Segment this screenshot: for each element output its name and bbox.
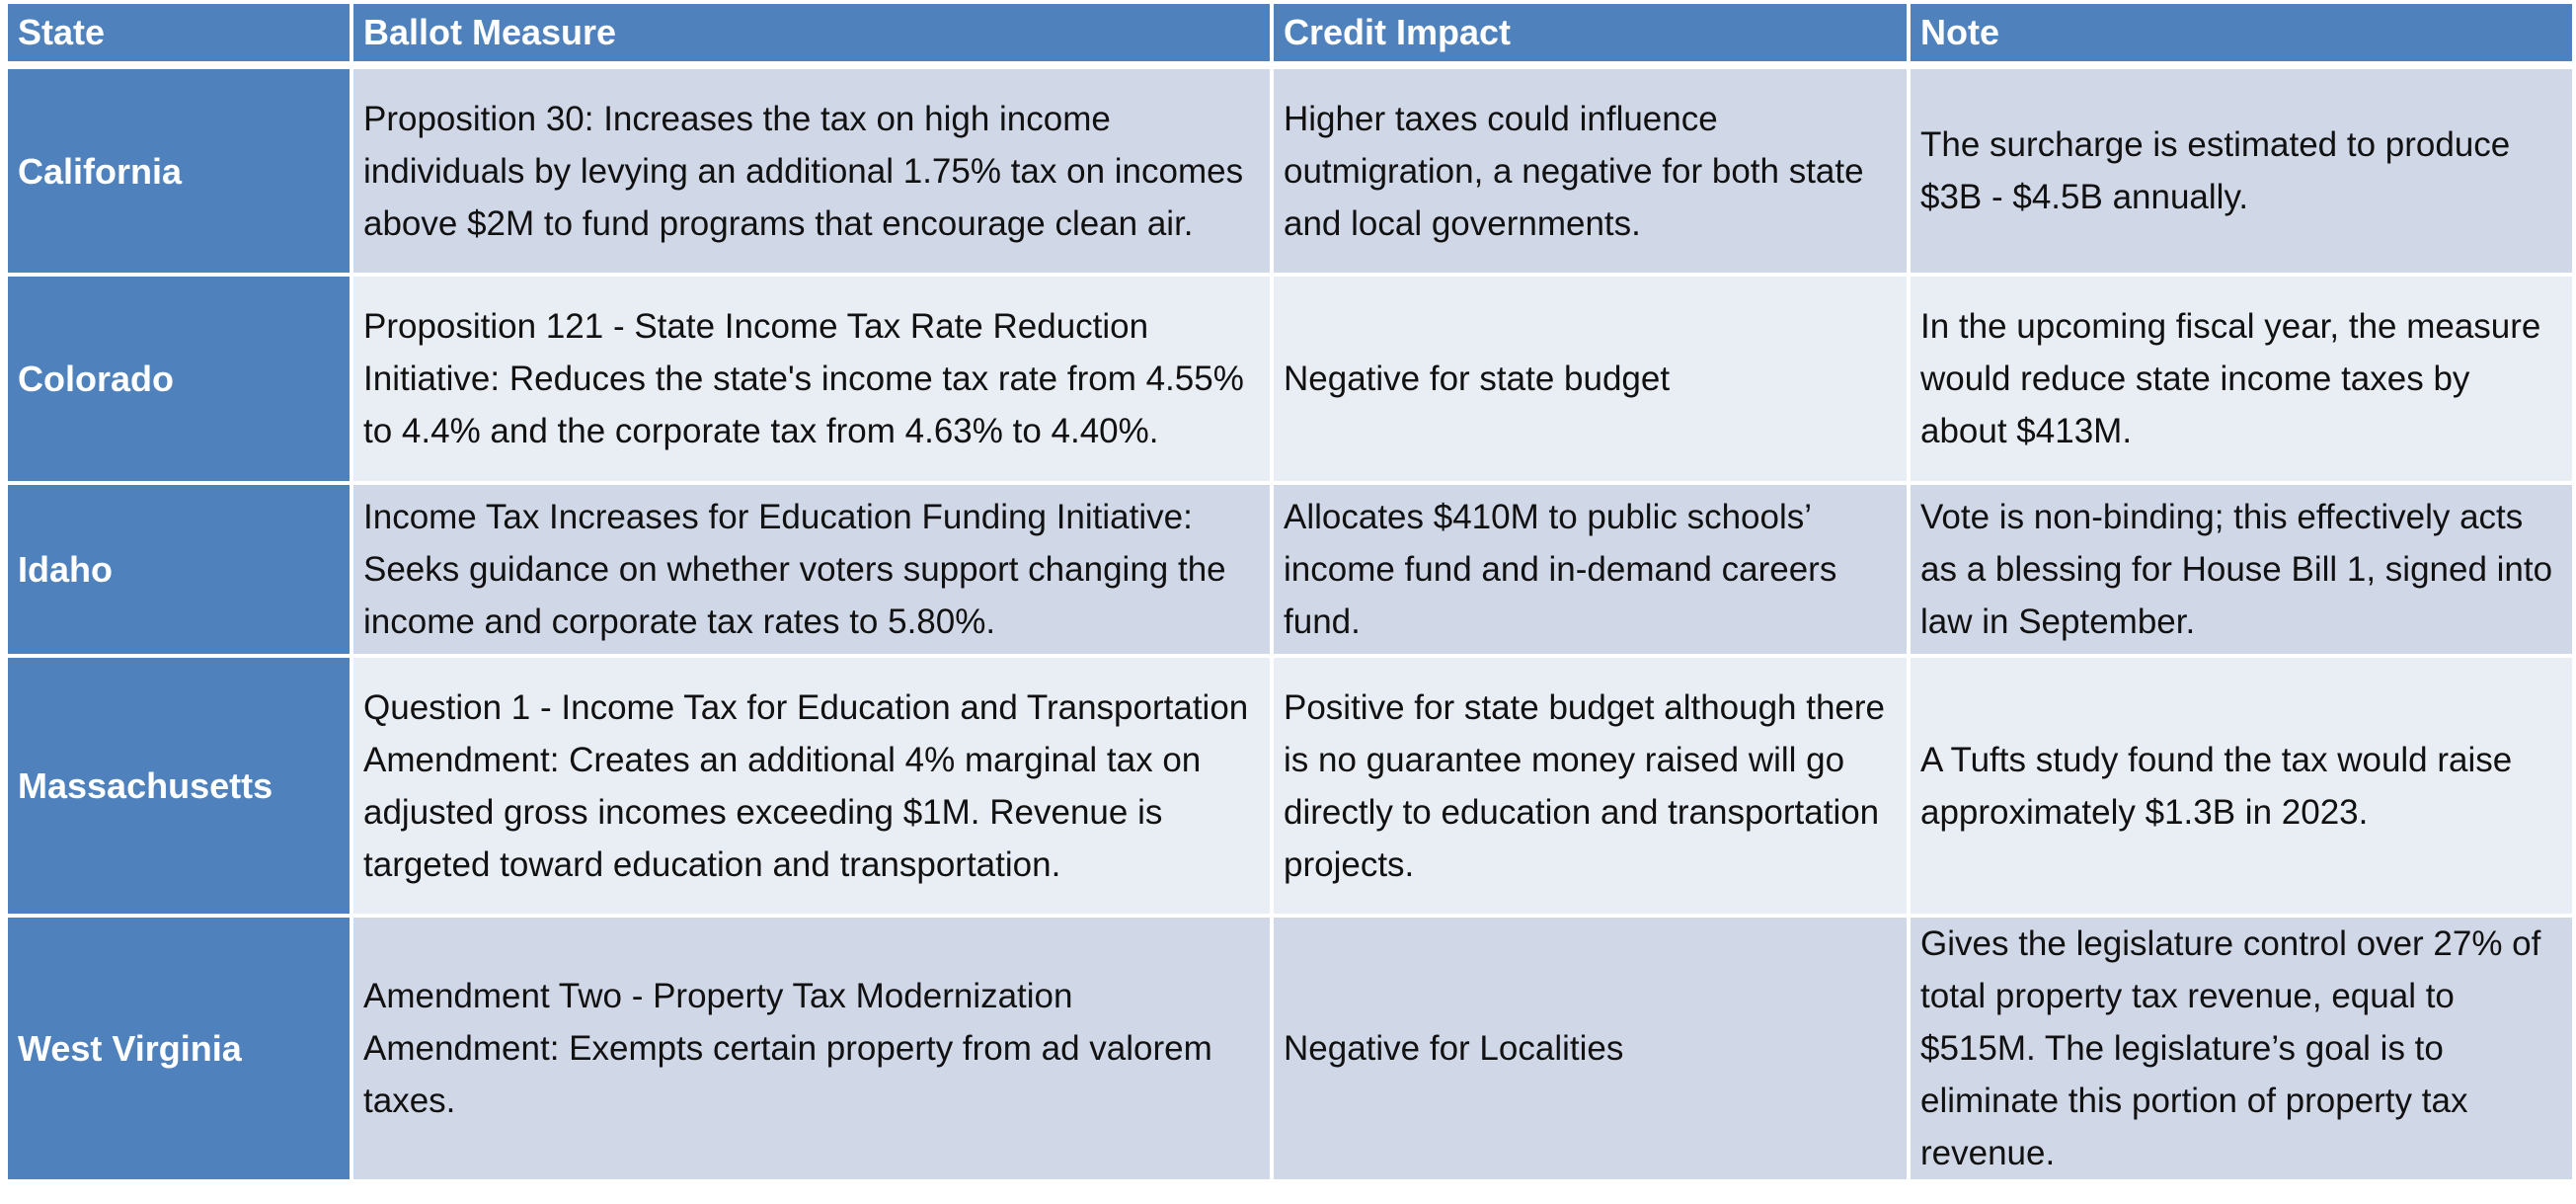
header-credit-impact: Credit Impact — [1274, 4, 1907, 69]
ballot-measure-cell: Income Tax Increases for Education Funding Initiative: Seeks guidance on whether voters support changing the income and corporate tax rates to 5.80%. — [353, 485, 1270, 658]
ballot-measure-cell: Amendment Two - Property Tax Modernization Amendment: Exempts certain property from ad valorem taxes. — [353, 918, 1270, 1183]
state-cell: West Virginia — [8, 918, 350, 1183]
credit-impact-cell: Negative for Localities — [1274, 918, 1907, 1183]
table-row — [8, 277, 2572, 485]
state-cell: Massachusetts — [8, 658, 350, 918]
note-cell: In the upcoming fiscal year, the measure would reduce state income taxes by about $413M. — [1911, 277, 2572, 485]
state-cell: Idaho — [8, 485, 350, 658]
note-cell: Gives the legislature control over 27% of total property tax revenue, equal to $515M. The legislature’s goal is to eliminate this portion of property tax revenue. — [1911, 918, 2572, 1183]
table-row — [8, 658, 2572, 918]
header-row — [8, 4, 2572, 69]
ballot-measure-cell: Proposition 30: Increases the tax on high income individuals by levying an additional 1.75% tax on incomes above $2M to fund programs that encourage clean air. — [353, 69, 1270, 277]
header-state: State — [8, 4, 350, 69]
note-cell: The surcharge is estimated to produce $3B - $4.5B annually. — [1911, 69, 2572, 277]
header-ballot-measure: Ballot Measure — [353, 4, 1270, 69]
table-row — [8, 69, 2572, 277]
credit-impact-cell: Allocates $410M to public schools’ income fund and in-demand careers fund. — [1274, 485, 1907, 658]
table-row — [8, 918, 2572, 1183]
header-note: Note — [1911, 4, 2572, 69]
state-cell: Colorado — [8, 277, 350, 485]
credit-impact-cell: Higher taxes could influence outmigration, a negative for both state and local governments. — [1274, 69, 1907, 277]
ballot-measures-table — [4, 4, 2576, 1183]
note-cell: Vote is non-binding; this effectively acts as a blessing for House Bill 1, signed into law in September. — [1911, 485, 2572, 658]
ballot-measure-cell: Question 1 - Income Tax for Education and Transportation Amendment: Creates an additional 4% marginal tax on adjusted gross incomes exceeding $1M. Revenue is targeted toward education and transportation. — [353, 658, 1270, 918]
state-cell: California — [8, 69, 350, 277]
table-row — [8, 485, 2572, 658]
credit-impact-cell: Negative for state budget — [1274, 277, 1907, 485]
credit-impact-cell: Positive for state budget although there is no guarantee money raised will go directly to education and transportation projects. — [1274, 658, 1907, 918]
note-cell: A Tufts study found the tax would raise approximately $1.3B in 2023. — [1911, 658, 2572, 918]
ballot-measure-cell: Proposition 121 - State Income Tax Rate Reduction Initiative: Reduces the state's income tax rate from 4.55% to 4.4% and the corporate tax from 4.63% to 4.40%. — [353, 277, 1270, 485]
